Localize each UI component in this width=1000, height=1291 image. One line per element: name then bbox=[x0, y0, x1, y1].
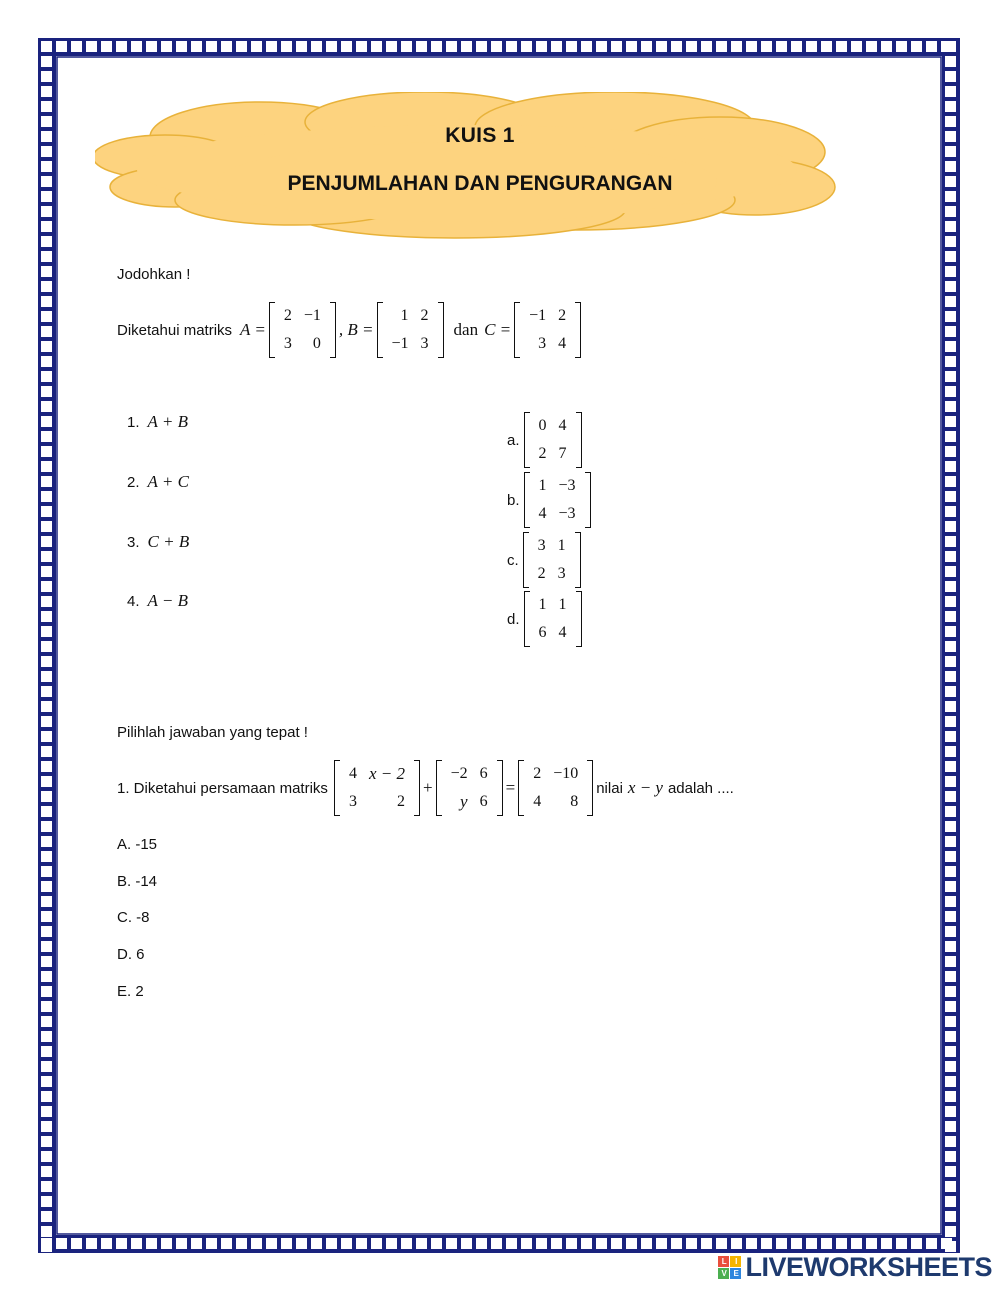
quiz-subtitle: PENJUMLAHAN DAN PENGURANGAN bbox=[287, 172, 673, 195]
option-c[interactable]: C. -8 bbox=[117, 909, 150, 926]
matrix-cell: x − 2 bbox=[368, 764, 405, 783]
matrix-cell: 3 bbox=[537, 537, 546, 554]
mc-instruction: Pilihlah jawaban yang tepat ! bbox=[117, 724, 308, 741]
q1-nilai: nilai bbox=[596, 779, 623, 797]
match-answer bbox=[507, 472, 591, 528]
logo-icon bbox=[718, 1256, 741, 1279]
matrix-cell: 2 bbox=[538, 445, 547, 462]
matrix-cell: −3 bbox=[558, 505, 576, 522]
quiz-title: KUIS 1 bbox=[445, 124, 515, 147]
question-number: 4. bbox=[127, 592, 140, 610]
matrix-cell: 2 bbox=[283, 307, 292, 324]
match-answer bbox=[507, 532, 581, 588]
plus-sign: + bbox=[422, 778, 433, 797]
q1-matrix-1 bbox=[334, 760, 420, 816]
matrix-cell: 3 bbox=[557, 565, 566, 582]
logo-letter: I bbox=[730, 1256, 741, 1267]
answer-label: c. bbox=[507, 551, 519, 569]
question-number: 2. bbox=[127, 473, 140, 491]
logo-text: LIVEWORKSHEETS bbox=[745, 1252, 992, 1282]
matrix-cell: 2 bbox=[558, 307, 567, 324]
question-expr: A + B bbox=[147, 412, 188, 431]
matrix-cell: 4 bbox=[348, 765, 357, 782]
matrix-cell: −10 bbox=[553, 765, 579, 782]
label-C: C = bbox=[484, 320, 512, 339]
matrix-cell: 3 bbox=[420, 335, 429, 352]
logo-letter: E bbox=[730, 1268, 741, 1279]
answer-label: b. bbox=[507, 491, 520, 509]
q1-prefix: 1. Diketahui persamaan matriks bbox=[117, 779, 328, 797]
matrix-cell: 3 bbox=[283, 335, 292, 352]
matrix-cell: −2 bbox=[450, 765, 468, 782]
answer-matrix bbox=[524, 472, 591, 528]
label-A: A = bbox=[240, 320, 266, 339]
matrix-cell: 3 bbox=[348, 793, 357, 810]
question-expr: A + C bbox=[147, 472, 189, 491]
matrix-cell: 6 bbox=[479, 765, 488, 782]
answer-matrix bbox=[524, 412, 582, 468]
answer-label: a. bbox=[507, 431, 520, 449]
q1-matrix-3 bbox=[518, 760, 593, 816]
matrix-cell: 2 bbox=[396, 793, 405, 810]
matrix-cell: 1 bbox=[538, 596, 547, 613]
q1-suffix: adalah .... bbox=[667, 779, 734, 797]
label-B: , B = bbox=[338, 320, 374, 339]
matrix-cell: 4 bbox=[533, 793, 542, 810]
matrix-cell: 2 bbox=[533, 765, 542, 782]
option-e[interactable]: E. 2 bbox=[117, 983, 144, 1000]
answer-matrix bbox=[524, 591, 582, 647]
logo-letter: V bbox=[718, 1268, 729, 1279]
matrix-cell: 3 bbox=[538, 335, 547, 352]
option-a[interactable]: A. -15 bbox=[117, 836, 158, 853]
match-answer bbox=[507, 412, 582, 468]
given-label: Diketahui matriks bbox=[117, 321, 233, 339]
match-question bbox=[127, 532, 189, 552]
q1-matrix-2 bbox=[436, 760, 503, 816]
logo-letter: L bbox=[718, 1256, 729, 1267]
matrix-cell: 7 bbox=[558, 445, 567, 462]
matrix-cell: −1 bbox=[303, 307, 321, 324]
q1-expr: x − y bbox=[627, 778, 663, 797]
matching-instruction: Jodohkan ! bbox=[117, 266, 191, 283]
match-question bbox=[127, 472, 189, 492]
question-number: 1. bbox=[127, 413, 140, 431]
match-answer bbox=[507, 591, 582, 647]
matrix-A bbox=[269, 302, 336, 358]
matrix-cell: −3 bbox=[558, 477, 576, 494]
matrix-cell: 0 bbox=[538, 417, 547, 434]
title-cloud bbox=[95, 92, 840, 242]
matrix-C bbox=[514, 302, 581, 358]
matrix-cell: 2 bbox=[537, 565, 546, 582]
answer-label: d. bbox=[507, 610, 520, 628]
match-question bbox=[127, 412, 188, 432]
matrix-cell: −1 bbox=[529, 307, 547, 324]
question-number: 3. bbox=[127, 533, 140, 551]
liveworksheets-logo bbox=[718, 1252, 992, 1283]
equals-sign: = bbox=[505, 778, 516, 797]
mc-question-1 bbox=[117, 760, 734, 816]
matrix-cell: 1 bbox=[400, 307, 409, 324]
matrix-cell: 4 bbox=[558, 335, 567, 352]
question-expr: A − B bbox=[147, 591, 188, 610]
question-expr: C + B bbox=[147, 532, 190, 551]
matrix-cell: 1 bbox=[538, 477, 547, 494]
matrix-cell: 4 bbox=[558, 417, 567, 434]
matrix-cell: 6 bbox=[538, 624, 547, 641]
matrix-cell: 0 bbox=[312, 335, 321, 352]
label-dan: dan bbox=[453, 320, 479, 339]
matrix-cell: 4 bbox=[558, 624, 567, 641]
matrix-cell: 8 bbox=[570, 793, 579, 810]
match-question bbox=[127, 591, 188, 611]
option-d[interactable]: D. 6 bbox=[117, 946, 145, 963]
matrix-cell: 1 bbox=[557, 537, 566, 554]
matrix-cell: 1 bbox=[558, 596, 567, 613]
given-matrices bbox=[117, 302, 581, 358]
matrix-cell: y bbox=[460, 792, 468, 811]
matrix-cell: 6 bbox=[479, 793, 488, 810]
matrix-cell: 4 bbox=[538, 505, 547, 522]
matrix-B bbox=[377, 302, 444, 358]
matrix-cell: −1 bbox=[391, 335, 409, 352]
matrix-cell: 2 bbox=[420, 307, 429, 324]
answer-matrix bbox=[523, 532, 581, 588]
option-b[interactable]: B. -14 bbox=[117, 873, 158, 890]
